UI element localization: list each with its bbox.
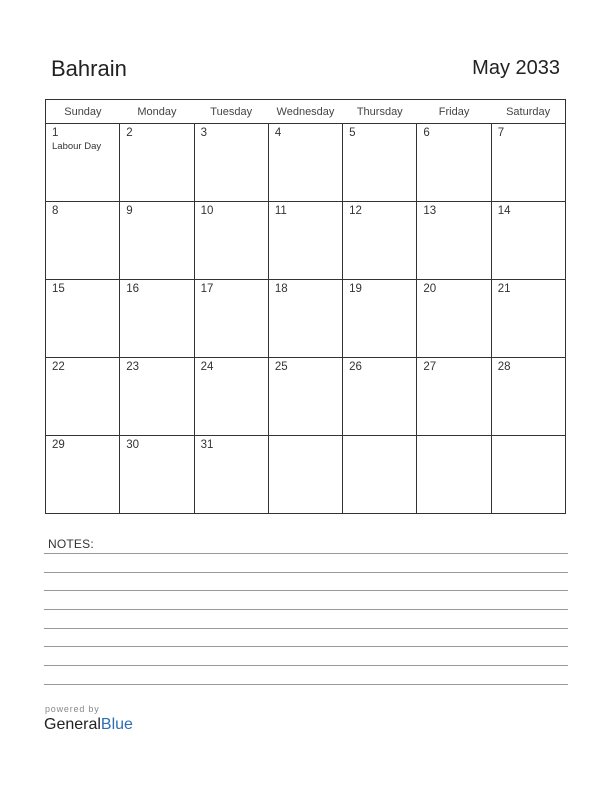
week-row — [46, 124, 566, 202]
day-number: 26 — [349, 361, 362, 373]
day-number: 8 — [52, 205, 59, 217]
day-number: 31 — [200, 439, 214, 451]
day-number: 23 — [126, 361, 140, 373]
day-number: 27 — [423, 361, 437, 373]
day-cell — [343, 202, 417, 280]
weekday-friday: Friday — [417, 100, 491, 124]
weekday-wednesday: Wednesday — [268, 100, 342, 124]
country-title: Bahrain — [51, 56, 127, 81]
day-number: 30 — [126, 439, 140, 451]
notes-label: NOTES: — [48, 537, 94, 551]
day-number: 5 — [349, 127, 356, 139]
note-line — [44, 684, 568, 685]
day-cell — [268, 202, 342, 280]
week-row — [46, 280, 566, 358]
day-number: 13 — [423, 205, 437, 217]
day-cell — [343, 436, 417, 514]
day-number: 18 — [274, 283, 288, 295]
day-number: 21 — [497, 283, 511, 295]
day-cell — [46, 280, 120, 358]
day-number: 22 — [52, 361, 65, 373]
day-number: 20 — [423, 283, 437, 295]
day-number: 4 — [274, 127, 282, 139]
day-cell — [491, 280, 565, 358]
holiday-label: Labour Day — [52, 141, 102, 152]
note-line — [44, 665, 568, 666]
day-number: 28 — [497, 361, 511, 373]
day-cell — [46, 202, 120, 280]
day-number: 14 — [497, 205, 511, 217]
day-cell — [268, 124, 342, 202]
day-number: 16 — [126, 283, 140, 295]
day-number: 19 — [349, 283, 362, 295]
day-cell — [417, 436, 491, 514]
day-number: 6 — [423, 127, 430, 139]
day-number: 2 — [126, 127, 133, 139]
weekday-header-row — [46, 100, 566, 124]
day-cell — [417, 202, 491, 280]
day-cell — [491, 436, 565, 514]
note-line — [44, 590, 568, 591]
day-cell — [194, 358, 268, 436]
day-cell — [46, 358, 120, 436]
week-row — [46, 202, 566, 280]
note-line — [44, 628, 568, 629]
day-cell — [491, 124, 565, 202]
month-year-title: May 2033 — [472, 57, 560, 79]
day-number: 3 — [200, 127, 207, 139]
day-number: 7 — [497, 127, 505, 139]
day-cell — [491, 358, 565, 436]
week-row — [46, 436, 566, 514]
day-cell — [194, 124, 268, 202]
day-cell — [194, 202, 268, 280]
note-line — [44, 609, 568, 610]
brand-logo — [44, 716, 133, 734]
weekday-tuesday: Tuesday — [194, 100, 268, 124]
day-cell — [417, 358, 491, 436]
powered-by-text: powered by — [45, 704, 100, 714]
note-line — [44, 553, 568, 554]
calendar-grid — [45, 99, 566, 514]
day-number: 10 — [200, 205, 214, 217]
day-cell — [268, 436, 342, 514]
week-row — [46, 358, 566, 436]
day-cell — [120, 358, 194, 436]
day-number: 17 — [200, 283, 214, 295]
day-cell — [417, 124, 491, 202]
note-line — [44, 572, 568, 573]
weekday-sunday: Sunday — [46, 100, 120, 124]
day-cell — [46, 124, 120, 202]
day-cell — [417, 280, 491, 358]
day-cell — [343, 280, 417, 358]
day-number: 12 — [349, 205, 362, 217]
brand-name-part2: Blue — [100, 716, 133, 733]
weekday-thursday: Thursday — [343, 100, 417, 124]
day-cell — [120, 280, 194, 358]
day-cell — [194, 436, 268, 514]
day-number: 15 — [52, 283, 65, 295]
day-cell — [120, 124, 194, 202]
day-number: 9 — [126, 205, 133, 217]
day-cell — [343, 358, 417, 436]
day-number: 24 — [200, 361, 214, 373]
day-number: 25 — [274, 361, 288, 373]
day-cell — [120, 202, 194, 280]
weekday-saturday: Saturday — [491, 100, 565, 124]
day-cell — [268, 280, 342, 358]
day-cell — [194, 280, 268, 358]
day-number: 1 — [52, 127, 59, 139]
day-cell — [268, 358, 342, 436]
day-number: 29 — [52, 439, 65, 451]
weekday-monday: Monday — [120, 100, 194, 124]
day-cell — [343, 124, 417, 202]
day-cell — [46, 436, 120, 514]
note-line — [44, 646, 568, 647]
day-cell — [120, 436, 194, 514]
brand-name-part1: General — [44, 716, 101, 733]
day-number: 11 — [274, 205, 287, 217]
day-cell — [491, 202, 565, 280]
